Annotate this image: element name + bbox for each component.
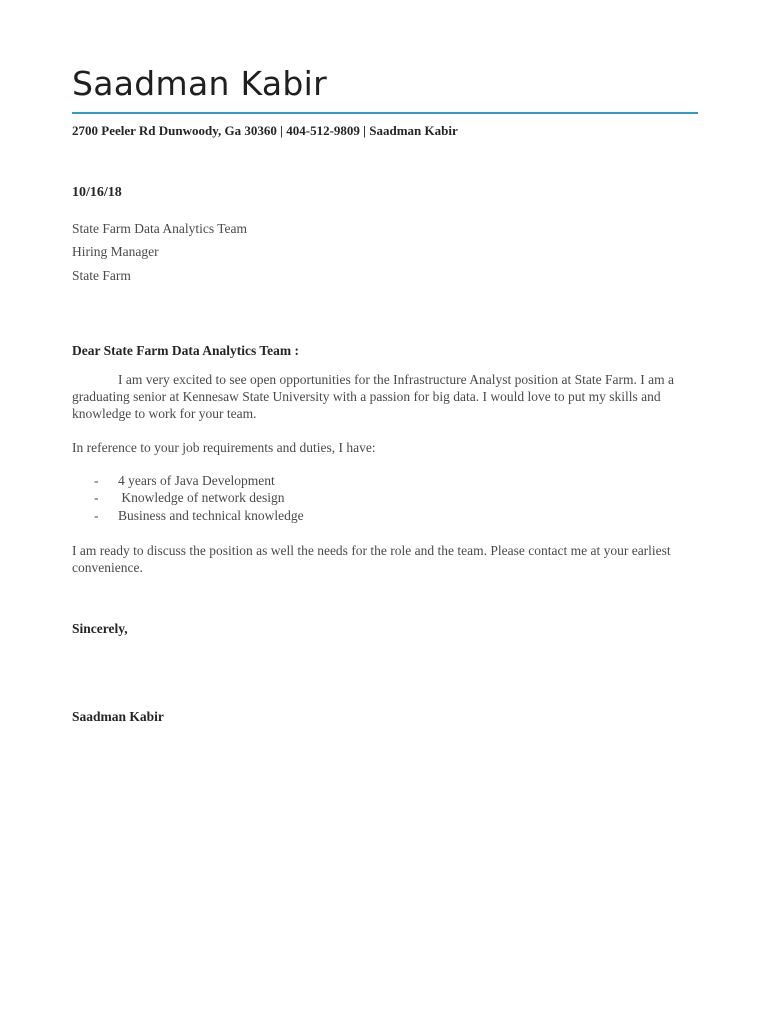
letter-date: 10/16/18 — [72, 185, 122, 200]
bullet-dash: - — [94, 508, 99, 523]
recipient-line-1: State Farm Data Analytics Team — [72, 221, 248, 236]
recipient-line-3: State Farm — [72, 268, 131, 283]
list-item — [72, 508, 304, 524]
recipient-line-2: Hiring Manager — [72, 244, 159, 259]
sender-name: Saadman Kabir — [72, 64, 327, 103]
header-rule — [72, 112, 698, 114]
list-item — [72, 473, 275, 489]
bullet-text: Business and technical knowledge — [118, 508, 304, 523]
body-paragraph-3: I am ready to discuss the position as well the needs for the role and the team. Please contact me at your earliest convenience. — [72, 543, 671, 575]
signature-name: Saadman Kabir — [72, 709, 164, 724]
contact-line: 2700 Peeler Rd Dunwoody, Ga 30360 | 404-512-9809 | Saadman Kabir — [72, 123, 458, 138]
salutation: Dear State Farm Data Analytics Team : — [72, 343, 299, 358]
body-paragraph-2: In reference to your job requirements and duties, I have: — [72, 440, 376, 455]
closing: Sincerely, — [72, 621, 128, 636]
bullet-text: Knowledge of network design — [118, 490, 285, 505]
bullet-dash: - — [94, 490, 99, 505]
bullet-text: 4 years of Java Development — [118, 473, 275, 488]
list-item — [72, 490, 284, 506]
body-paragraph-1: I am very excited to see open opportunities for the Infrastructure Analyst position at State Farm. I am a graduating senior at Kennesaw State University with a passion for big data. I would love to put my skills and knowledge to work for your team. — [72, 372, 674, 421]
bullet-dash: - — [94, 473, 99, 488]
